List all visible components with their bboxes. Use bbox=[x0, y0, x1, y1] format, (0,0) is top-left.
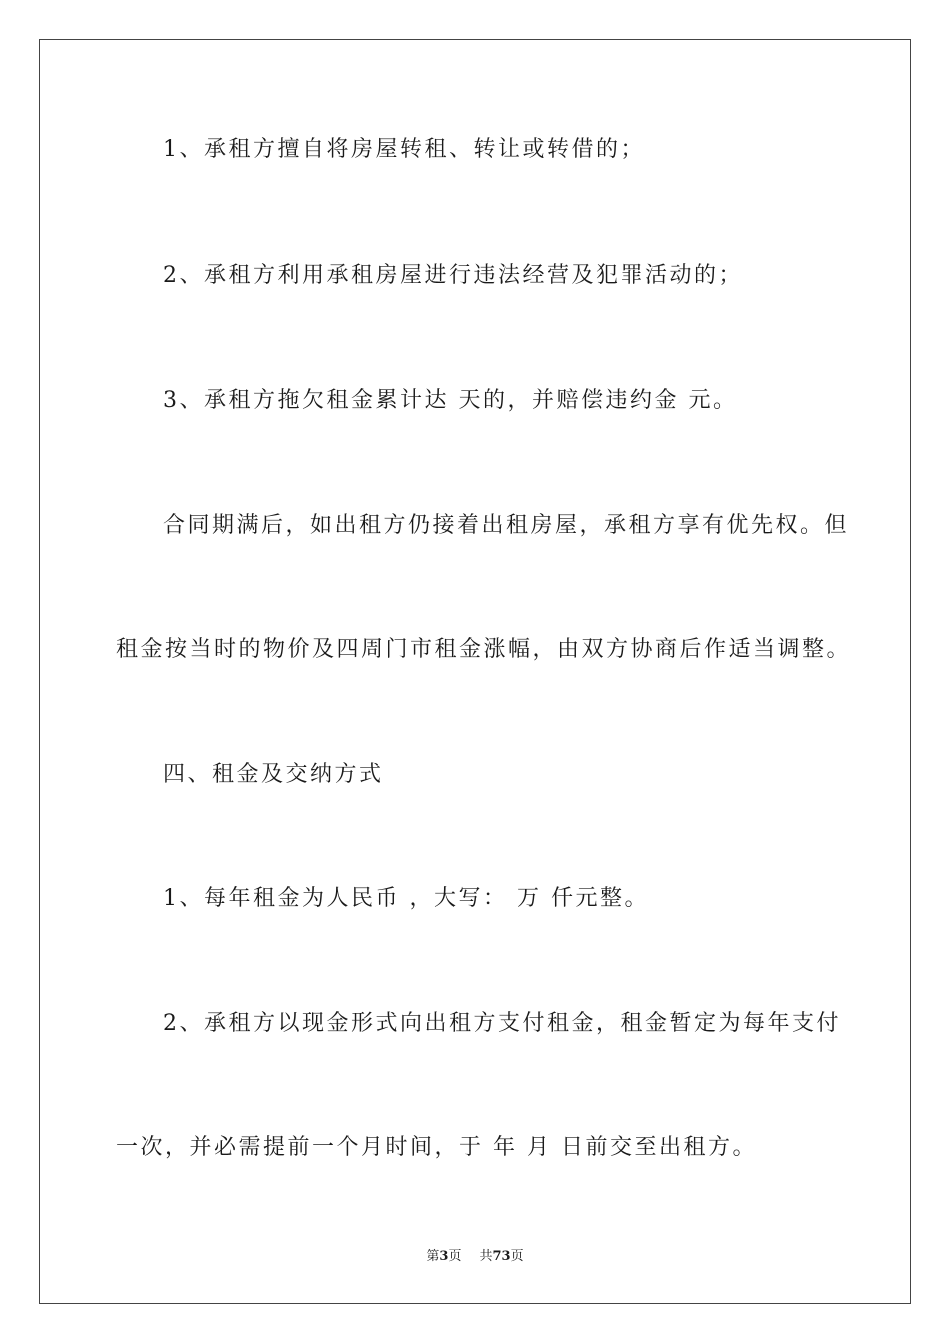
section-heading-rent-payment: 四、租金及交纳方式 bbox=[163, 762, 384, 787]
paragraph-clause-1: 1、承租方擅自将房屋转租、转让或转借的； bbox=[163, 137, 645, 162]
paragraph-renewal-line-1: 合同期满后，如出租方仍接着出租房屋，承租方享有优先权。但 bbox=[163, 513, 850, 538]
total-prefix: 共 bbox=[479, 1249, 493, 1264]
page-prefix: 第 bbox=[426, 1249, 440, 1264]
paragraph-rent-amount: 1、每年租金为人民币 ，大写： 万 仟元整。 bbox=[163, 886, 649, 911]
paragraph-payment-line-1: 2、承租方以现金形式向出租方支付租金，租金暂定为每年支付 bbox=[163, 1011, 841, 1036]
page-border bbox=[39, 39, 911, 1304]
page-suffix: 页 bbox=[448, 1249, 462, 1264]
paragraph-renewal-line-2: 租金按当时的物价及四周门市租金涨幅，由双方协商后作适当调整。 bbox=[116, 637, 852, 662]
page-number: 3 bbox=[439, 1249, 449, 1264]
paragraph-payment-line-2: 一次，并必需提前一个月时间，于 年 月 日前交至出租方。 bbox=[116, 1135, 757, 1160]
total-suffix: 页 bbox=[510, 1249, 524, 1264]
paragraph-clause-2: 2、承租方利用承租房屋进行违法经营及犯罪活动的； bbox=[163, 263, 743, 288]
page-footer bbox=[0, 1248, 950, 1266]
total-pages: 73 bbox=[492, 1249, 511, 1264]
paragraph-clause-3: 3、承租方拖欠租金累计达 天的，并赔偿违约金 元。 bbox=[163, 388, 738, 413]
